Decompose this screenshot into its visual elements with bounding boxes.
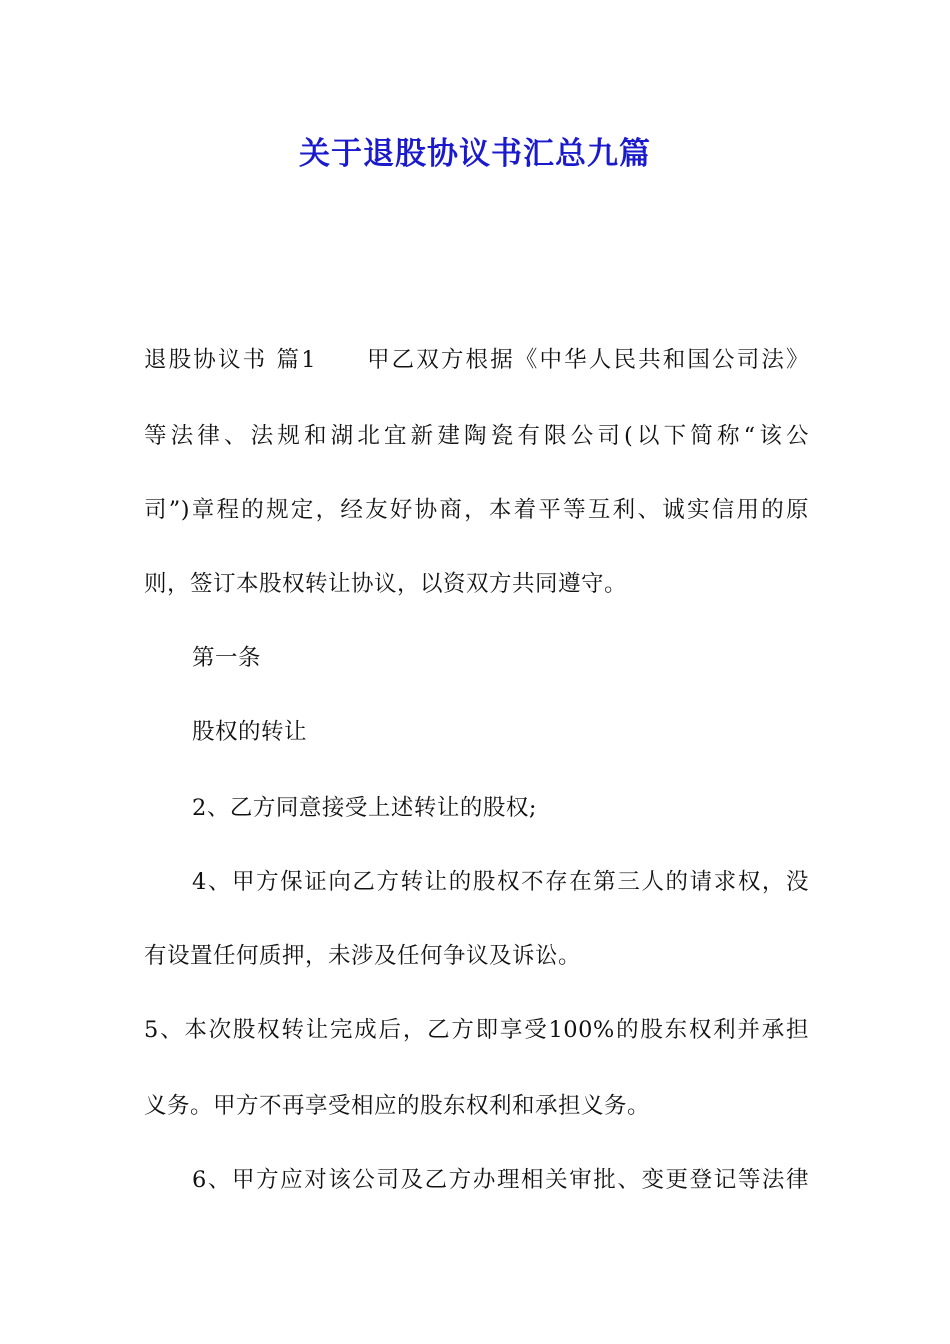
- paragraph-line: 等法律、法规和湖北宜新建陶瓷有限公司(以下简称“该公: [144, 423, 809, 449]
- clause-item: 4、甲方保证向乙方转让的股权不存在第三人的请求权，没: [192, 869, 809, 895]
- clause-item: 6、甲方应对该公司及乙方办理相关审批、变更登记等法律: [192, 1167, 809, 1193]
- paragraph-line: 司”)章程的规定，经友好协商，本着平等互利、诚实信用的原: [144, 497, 809, 523]
- paragraph-line: 有设置任何质押，未涉及任何争议及诉讼。: [144, 943, 582, 969]
- paragraph-line: 则，签订本股权转让协议，以资双方共同遵守。: [144, 571, 628, 597]
- paragraph-line: 退股协议书 篇1 甲乙双方根据《中华人民共和国公司法》: [144, 347, 809, 373]
- article-heading: 第一条: [192, 645, 262, 671]
- clause-item: 2、乙方同意接受上述转让的股权;: [192, 795, 537, 821]
- clause-item: 5、本次股权转让完成后，乙方即享受100%的股东权利并承担: [144, 1017, 809, 1043]
- section-heading: 股权的转让: [192, 719, 308, 745]
- document-title: 关于退股协议书汇总九篇: [299, 136, 651, 172]
- paragraph-line: 义务。甲方不再享受相应的股东权利和承担义务。: [144, 1093, 651, 1119]
